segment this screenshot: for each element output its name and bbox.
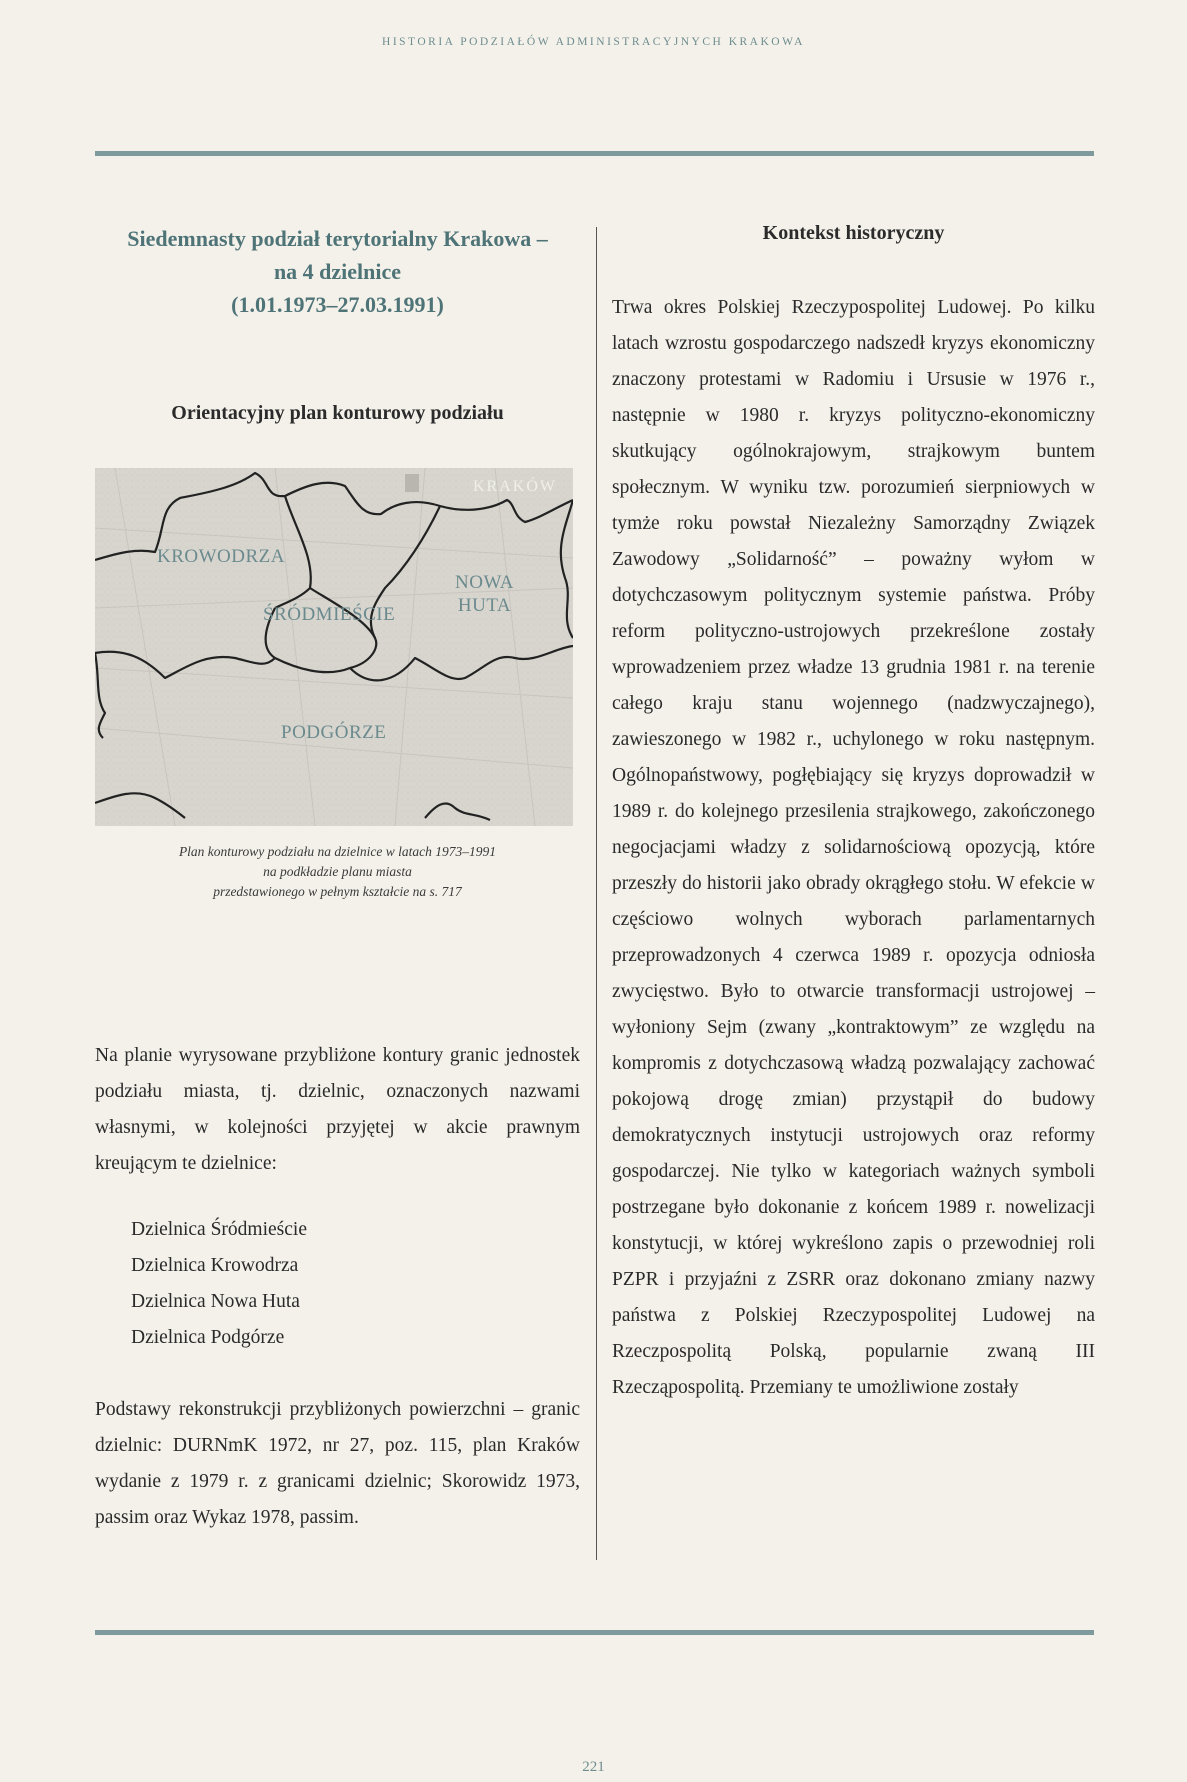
intro-paragraph: Na planie wyrysowane przybliżone kontury granic jednostek podziału miasta, tj. dzielnic, oznaczonych nazwami własnymi, w kolejności przyjętej w akcie prawnym kreującym te dzielnice: (95, 1045, 580, 1174)
label-nowa-huta-line2: HUTA (457, 595, 512, 616)
map-subtitle: Orientacyjny plan konturowy podziału (171, 402, 504, 424)
title-line-1: Siedemnasty podział terytorialny Krakowa – (127, 226, 548, 251)
label-srodmiescie: ŚRÓDMIEŚCIE (263, 604, 396, 625)
left-column (95, 222, 580, 1528)
district-map (95, 468, 573, 826)
page-number: 221 (582, 1759, 605, 1775)
title-line-2: na 4 dzielnice (273, 259, 402, 284)
title-line-3: (1.01.1973–27.03.1991) (231, 292, 444, 317)
right-column (612, 222, 1095, 1398)
context-paragraph: Trwa okres Polskiej Rzeczypospolitej Ludowej. Po kilku latach wzrostu gospodarczego nadszedł kryzys ekonomiczny znaczony protestami w Radomiu i Ursusie w 1976 r., następnie w 1980 r. kryzys polityczno-ekonomiczny skutkujący ogólnokrajowym, strajkowym buntem społecznym. W wyniku tzw. porozumień sierpniowych w tymże roku powstał Niezależny Samorządny Związek Zawodowy „Solidarność” – poważny wyłom w dotychczasowym politycznym systemie państwa. Próby reform polityczno-ustrojowych przekreślone zostały wprowadzeniem przez władze 13 grudnia 1981 r. na terenie całego kraju stanu wojennego (nadzwyczajnego), zawieszonego w 1982 r., uchylonego w roku następnym. Ogólnopaństwowy, pogłębiający się kryzys doprowadził w 1989 r. do kolejnego przesilenia strajkowego, zakończonego negocjacjami władzy z solidarnościową opozycją, które przeszły do historii jako obrady okrągłego stołu. W efekcie w częściowo wolnych wyborach parlamentarnych przeprowadzonych 4 czerwca 1989 r. opozycja odniosła zwycięstwo. Było to otwarcie transformacji ustrojowej – wyłoniony Sejm (zwany „kontraktowym” ze względu na kompromis z dotychczasową władzą pozwalający zachować pokojową drogę zmian) przystąpił do budowy demokratycznych instytucji ustrojowych oraz reformy gospodarczej. Nie tylko w kategoriach ważnych symboli postrzegane było dokonanie z końcem 1989 r. nowelizacji konstytucji, w której wykreślono zapis o przewodniej roli PZPR i przyjaźni z ZSRR oraz dokonano zmiany nazwy państwa z Polskiej Rzeczypospolitej Ludowej na Rzeczpospolitą Polską, popularnie zwaną III Rzecząpospolitą. Przemiany te umożliwione zostały (612, 297, 1095, 1398)
map-contours (95, 468, 573, 826)
caption-line-1: Plan konturowy podziału na dzielnice w latach 1973–1991 (178, 844, 497, 859)
map-watermark: KRAKÓW (473, 478, 557, 495)
sources-paragraph: Podstawy rekonstrukcji przybliżonych powierzchni – granic dzielnic: DURNmK 1972, nr 27, poz. 115, plan Kraków wydanie z 1979 r. z granicami dzielnic; Skorowidz 1973, passim oraz Wykaz 1978, passim. (95, 1399, 580, 1528)
label-krowodrza: KROWODRZA (157, 546, 285, 567)
label-podgorze: PODGÓRZE (281, 722, 387, 743)
district-item: Dzielnica Krowodrza (131, 1255, 299, 1276)
district-list (131, 1212, 307, 1356)
column-divider (596, 227, 597, 1560)
caption-line-2: na podkładzie planu miasta (263, 864, 412, 879)
caption-line-3: przedstawionego w pełnym kształcie na s. 717 (213, 884, 462, 899)
bottom-rule (95, 1630, 1094, 1635)
district-item: Dzielnica Podgórze (131, 1327, 285, 1348)
label-nowa-huta-line1: NOWA (455, 572, 514, 593)
context-title: Kontekst historyczny (762, 222, 945, 244)
section-title (95, 222, 580, 321)
top-rule (95, 151, 1094, 156)
district-item: Dzielnica Śródmieście (131, 1219, 307, 1240)
label-nowa-huta (455, 571, 514, 617)
map-caption (95, 842, 580, 902)
district-item: Dzielnica Nowa Huta (131, 1291, 300, 1312)
running-head: HISTORIA PODZIAŁÓW ADMINISTRACYJNYCH KRAKOWA (382, 36, 805, 48)
